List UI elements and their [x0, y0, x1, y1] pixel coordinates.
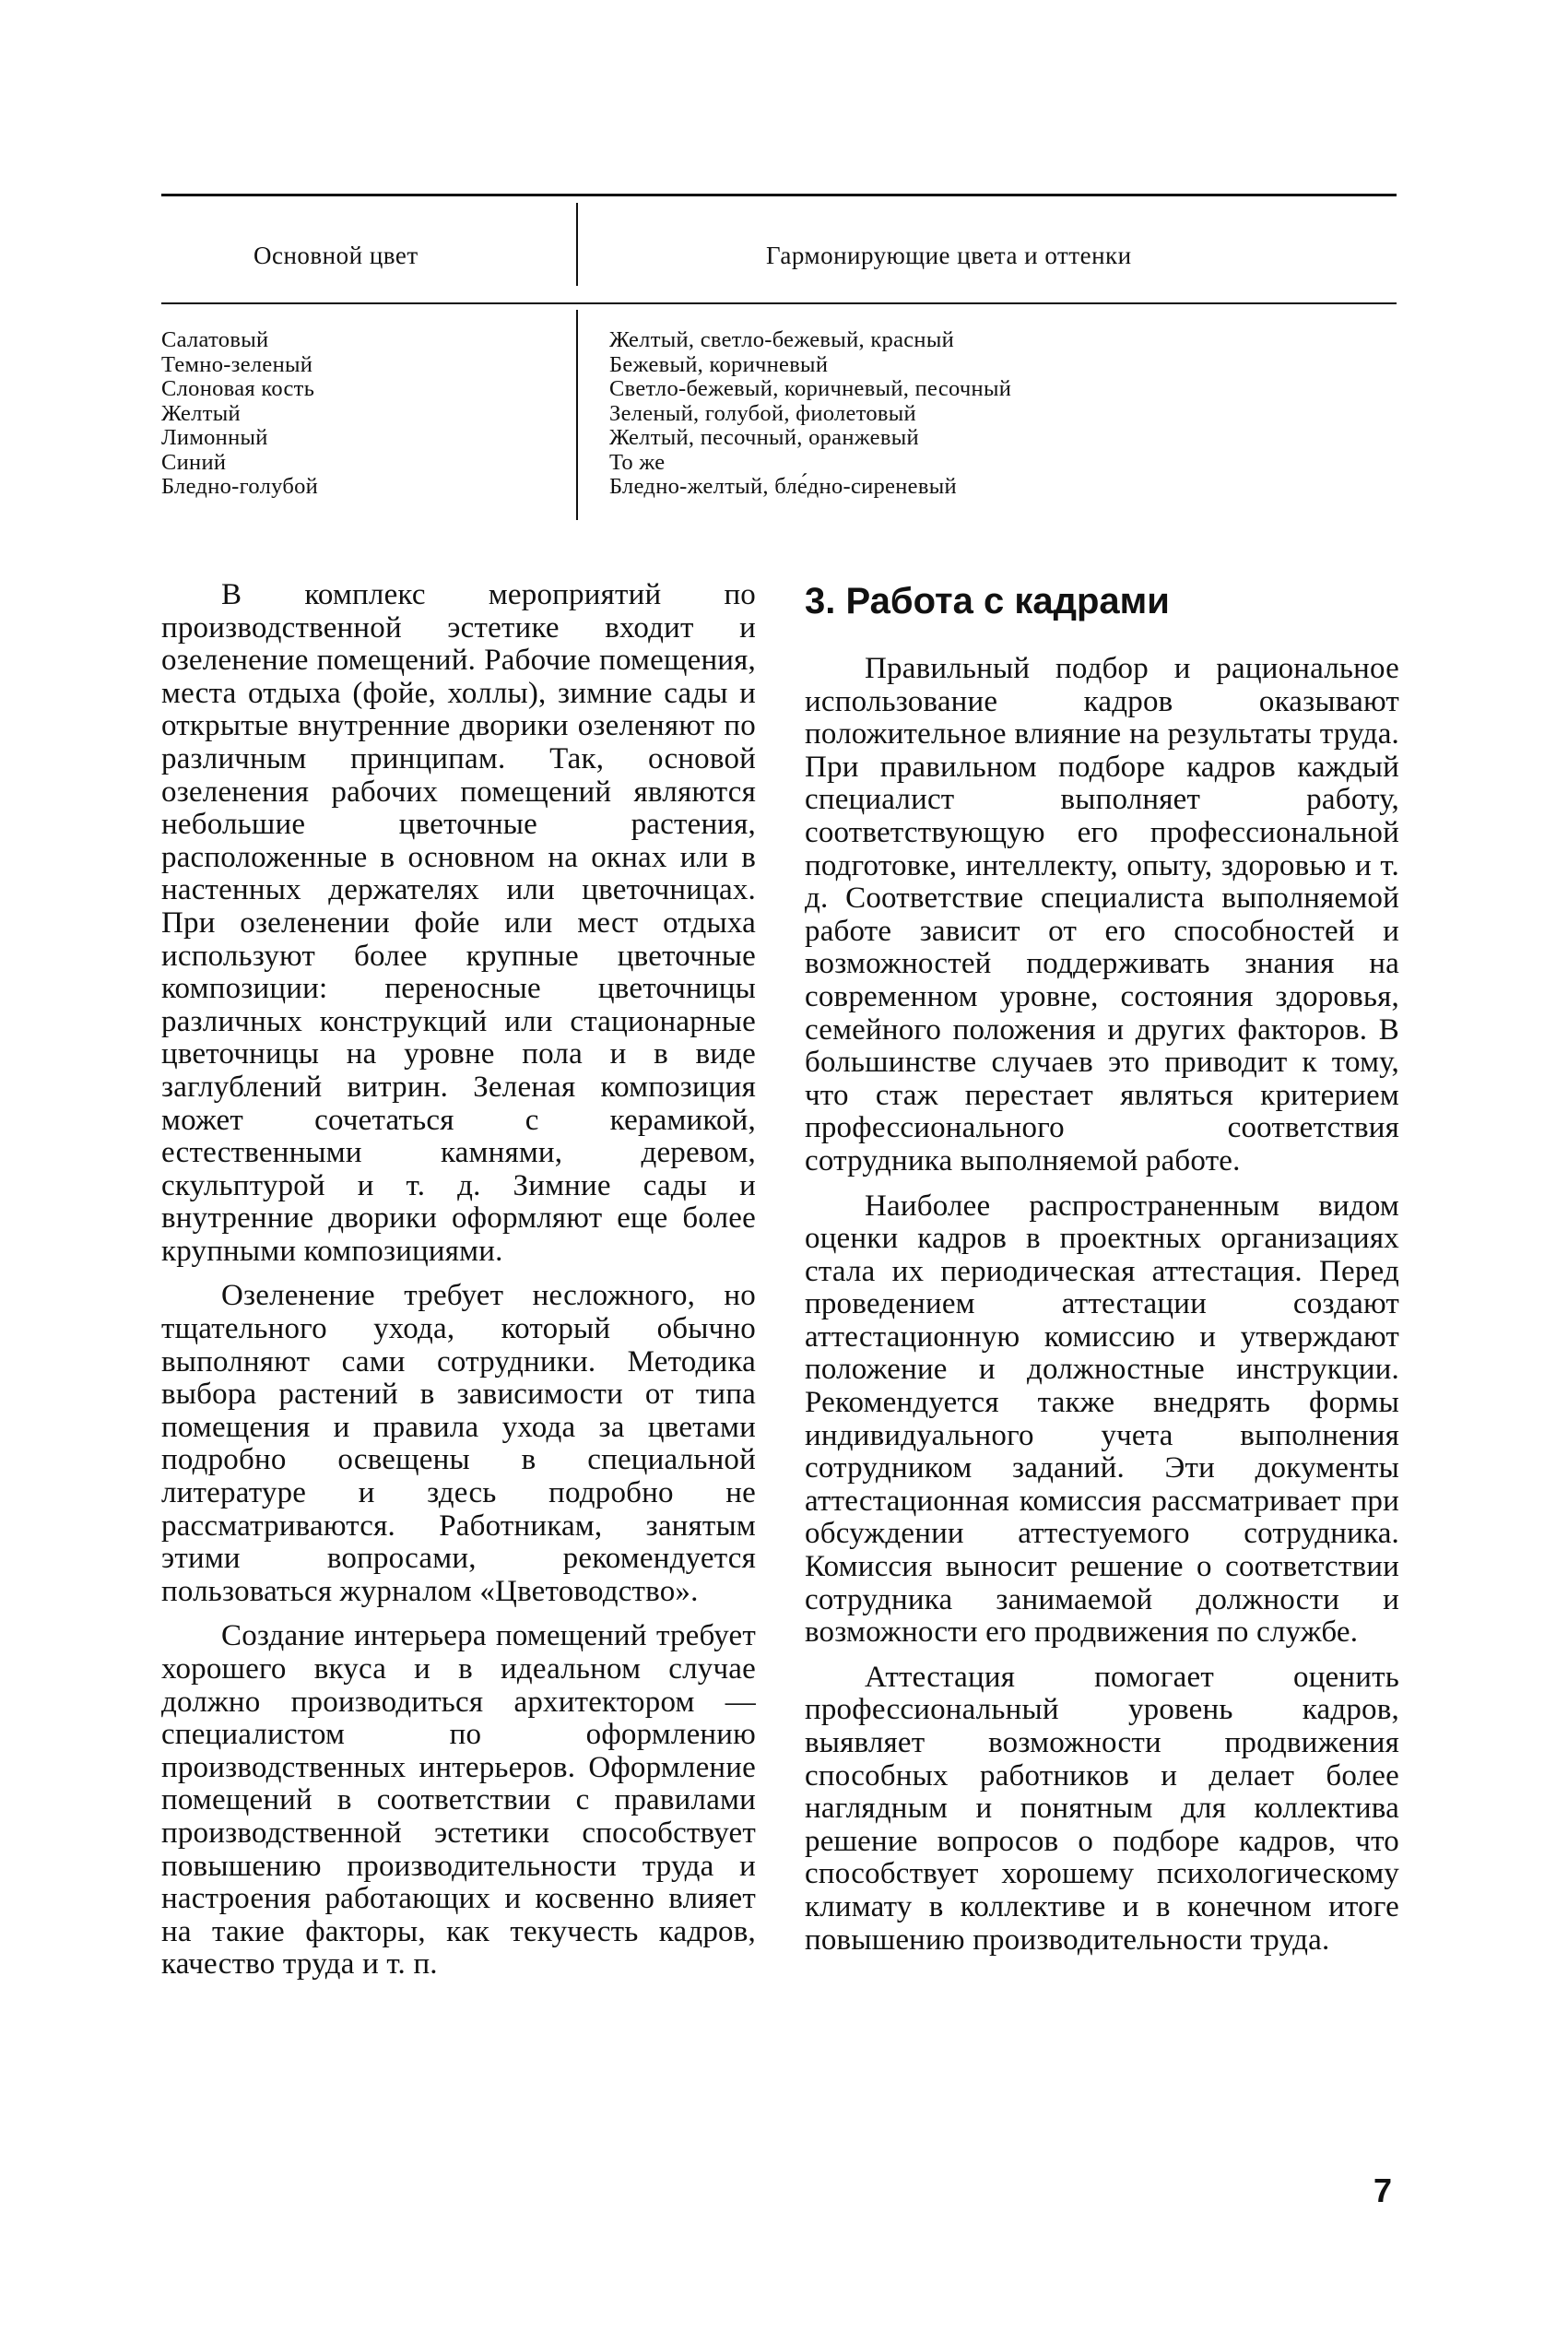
table-cell-harmony: Светло-бежевый, коричневый, песочный	[609, 376, 1012, 401]
left-text-column	[161, 579, 756, 1982]
table-header-harmonizing: Гармонирующие цвета и оттенки	[766, 242, 1132, 269]
right-text-column	[805, 653, 1399, 1957]
table-cell-harmony: Бледно-желтый, бле́дно-сиреневый	[609, 474, 957, 499]
paragraph: Аттестация помогает оценить профессиональный уровень кадров, выявляет возможности продвижения способных работников и делает более наглядным и понятным для коллектива решение вопросов о подборе кадров, что способствует хорошему психологическому климату в коллективе и в конечном итоге повышению производительности труда.	[805, 1660, 1399, 1957]
table-cell-harmony: Желтый, светло-бежевый, красный	[609, 327, 955, 352]
table-body-divider	[576, 310, 578, 520]
table-cell-base: Желтый	[161, 400, 241, 426]
table-cell-base: Бледно-голубой	[161, 474, 319, 499]
table-cell-base: Салатовый	[161, 327, 269, 352]
section-title: 3. Работа с кадрами	[805, 581, 1170, 621]
paragraph: В комплекс мероприятий по производственной эстетике входит и озеленение помещений. Рабочие помещения, места отдыха (фойе, холлы), зимние сады и открытые внутренние дворики озеленяют по различным принципам. Так, основой озеленения рабочих помещений являются небольшие цветочные растения, расположенные в основном на окнах или в настенных держателях или цветочницах. При озеленении фойе или мест отдыха используют более крупные цветочные композиции: переносные цветочницы различных конструкций или стационарные цветочницы на уровне пола и в виде заглублений витрин. Зеленая композиция может сочетаться с керамикой, естественными камнями, деревом, скульптурой и т. д. Зимние сады и внутренние дворики оформляют еще более крупными композициями.	[161, 578, 756, 1268]
table-top-rule	[161, 194, 1397, 196]
table-cell-harmony: То же	[609, 449, 666, 475]
table-cell-harmony: Зеленый, голубой, фиолетовый	[609, 400, 916, 426]
paragraph: Правильный подбор и рациональное использование кадров оказывают положительное влияние на результаты труда. При правильном подборе кадров каждый специалист выполняет работу, соответствующую его профессиональной подготовке, интеллекту, опыту, здоровью и т. д. Соответствие специалиста выполняемой работе зависит от его способностей и возможностей поддерживать знания на современном уровне, состояния здоровья, семейного положения и других факторов. В большинстве случаев это приводит к тому, что стаж перестает являться критерием профессионального соответствия сотрудника выполняемой работе.	[805, 652, 1399, 1177]
table-cell-harmony: Желтый, песочный, оранжевый	[609, 425, 919, 450]
table-header-divider	[576, 203, 578, 286]
table-cell-harmony: Бежевый, коричневый	[609, 351, 829, 377]
table-cell-base: Слоновая кость	[161, 376, 315, 401]
page-number: 7	[1373, 2171, 1393, 2209]
table-cell-base: Синий	[161, 449, 227, 475]
table-cell-base: Лимонный	[161, 425, 268, 450]
table-header-base-color: Основной цвет	[253, 242, 419, 269]
paragraph: Наиболее распространенным видом оценки кадров в проектных организациях стала их периодическая аттестация. Перед проведением аттестации создают аттестационную комиссию и утверждают положение и должностные инструкции. Рекомендуется также внедрять формы индивидуального учета выполнения сотрудником заданий. Эти документы аттестационная комиссия рассматривает при обсуждении аттестуемого сотрудника. Комиссия выносит решение о соответствии сотрудника занимаемой должности и возможности его продвижения по службе.	[805, 1189, 1399, 1650]
paragraph: Создание интерьера помещений требует хорошего вкуса и в идеальном случае должно производиться архитектором — специалистом по оформлению производственных интерьеров. Оформление помещений в соответствии с правилами производственной эстетики способствует повышению производительности труда и настроения работающих и косвенно влияет на такие факторы, как текучесть кадров, качество труда и т. п.	[161, 1619, 756, 1982]
table-base-column	[161, 328, 567, 500]
table-header-rule	[161, 302, 1397, 304]
table-harmony-column	[609, 328, 1393, 500]
table-cell-base: Темно-зеленый	[161, 351, 313, 377]
paragraph: Озеленение требует несложного, но тщательного ухода, который обычно выполняют сами сотрудники. Методика выбора растений в зависимости от типа помещения и правила ухода за цветами подробно освещены в специальной литературе и здесь подробно не рассматриваются. Работникам, занятым этими вопросами, рекомендуется пользоваться журналом «Цветоводство».	[161, 1279, 756, 1608]
